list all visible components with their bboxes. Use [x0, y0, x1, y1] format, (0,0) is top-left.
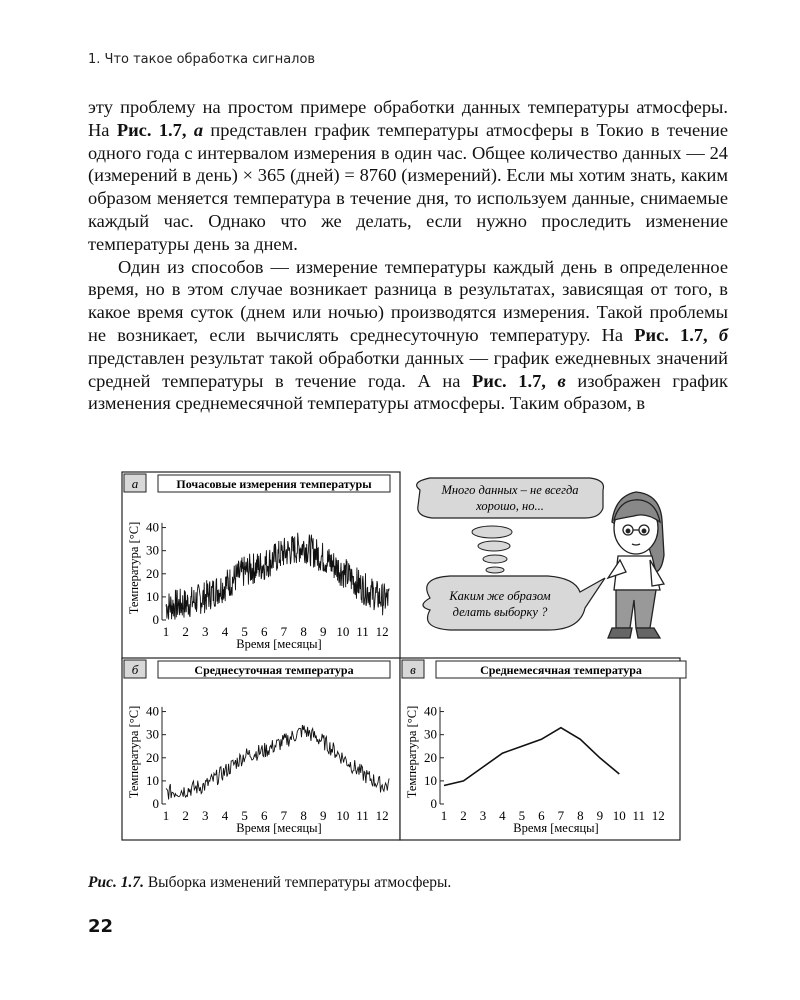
x-tick-label: 2 [182, 808, 189, 823]
x-tick-label: 5 [241, 808, 248, 823]
x-tick-label: 9 [596, 808, 604, 823]
x-tick-label: 3 [202, 624, 209, 639]
x-tick-label: 10 [336, 624, 350, 639]
figure-ref-3-letter: в [557, 370, 566, 391]
x-tick-label: 4 [499, 808, 506, 823]
x-tick-label: 2 [460, 808, 467, 823]
caption-text: Выборка изменений температуры атмосферы. [143, 874, 452, 891]
y-tick-label: 20 [424, 749, 437, 765]
x-tick-label: 3 [479, 808, 487, 823]
x-tick-label: 8 [300, 808, 307, 823]
x-tick-label: 1 [440, 808, 448, 823]
figure-1-7 [0, 460, 800, 860]
chart-panel-2 [122, 658, 400, 840]
x-tick-label: 9 [319, 624, 327, 639]
thought-bubble-line-1: Много данных – не всегда [441, 483, 579, 497]
figure-ref-2-letter: б [718, 324, 729, 345]
x-tick-label: 3 [202, 808, 209, 823]
y-tick-label: 10 [146, 772, 159, 788]
y-tick-label: 0 [152, 796, 159, 811]
panel-letter: б [131, 662, 139, 677]
figure-ref-2: Рис. 1.7, [634, 324, 708, 345]
x-tick-label: 9 [319, 808, 327, 823]
x-tick-label: 7 [557, 808, 565, 823]
figure-ref-1: Рис. 1.7, [116, 119, 187, 140]
panel-letter: в [410, 662, 416, 677]
chart-panel-1 [122, 472, 400, 660]
x-tick-label: 11 [356, 624, 369, 639]
chart-title: Почасовые измерения температуры [176, 477, 372, 491]
x-tick-label: 6 [538, 808, 545, 823]
thought-dot-2 [478, 541, 510, 551]
caption-label: Рис. 1.7. [88, 874, 144, 891]
y-tick-label: 40 [146, 519, 159, 535]
figure-ref-1-letter: а [193, 119, 204, 140]
figure-caption [88, 874, 451, 892]
cartoon-area [417, 478, 664, 638]
y-axis-label: Температура [°C] [405, 705, 419, 799]
thought-dot-3 [483, 555, 507, 563]
x-tick-label: 6 [261, 624, 268, 639]
y-tick-label: 30 [146, 542, 159, 558]
page-number: 22 [88, 916, 114, 937]
x-tick-label: 1 [162, 624, 170, 639]
x-tick-label: 12 [651, 808, 665, 823]
figure-ref-3: Рис. 1.7, [472, 370, 546, 391]
y-tick-label: 20 [146, 565, 159, 581]
panel-letter: а [131, 476, 139, 491]
y-tick-label: 30 [424, 726, 437, 742]
x-tick-label: 5 [241, 624, 248, 639]
x-tick-label: 5 [518, 808, 526, 823]
thought-dot-4 [486, 567, 504, 573]
paragraph-1-text-1: эту проблему на простом примере обработки данных температуры атмосферы. На [88, 97, 728, 140]
thought-bubble-line-2: хорошо, но... [476, 499, 544, 513]
y-tick-label: 30 [146, 726, 159, 742]
paragraph-2 [88, 256, 728, 416]
x-tick-label: 4 [221, 808, 229, 823]
y-tick-label: 40 [424, 703, 437, 719]
body-text [88, 96, 728, 415]
chart-title: Среднемесячная температура [480, 663, 642, 677]
chart-title: Среднесуточная температура [194, 663, 354, 677]
x-tick-label: 7 [280, 808, 288, 823]
speech-bubble-line-1: Каким же образом [449, 589, 551, 603]
y-tick-label: 0 [430, 796, 437, 811]
y-axis-label: Температура [°C] [127, 705, 141, 799]
thought-dot-1 [472, 526, 512, 538]
paragraph-1 [88, 96, 728, 256]
running-head: 1. Что такое обработка сигналов [88, 52, 316, 67]
x-tick-label: 10 [336, 808, 350, 823]
x-tick-label: 8 [577, 808, 584, 823]
chart-panel-3 [400, 658, 686, 840]
paragraph-2-text-3: изображен график изменения среднемесячной температуры атмосферы. Таким образом, в [88, 370, 728, 414]
x-tick-label: 11 [356, 808, 369, 823]
x-tick-label: 12 [375, 624, 389, 639]
y-tick-label: 10 [424, 772, 437, 788]
x-axis-label: Время [месяцы] [513, 821, 599, 835]
x-tick-label: 10 [612, 808, 626, 823]
x-tick-label: 4 [221, 624, 229, 639]
speech-bubble-line-2: делать выборку ? [452, 605, 548, 619]
y-axis-label: Температура [°C] [127, 521, 141, 615]
x-tick-label: 6 [261, 808, 268, 823]
x-axis-label: Время [месяцы] [236, 821, 322, 835]
x-tick-label: 2 [182, 624, 189, 639]
y-tick-label: 40 [146, 703, 159, 719]
paragraph-1-text-2: представлен график температуры атмосферы в Токио в течение одного года с интервалом измерения в один час. Общее количество данных — 24 (измерений в день) × 365 (дней) = 8760 (измерений). Если мы хотим знать, каким образом меняется температура в течение дня, то используем данные, снимаемые каждый час. Однако что же делать, если нужно проследить изменение температуры день за днем. [88, 119, 728, 254]
y-tick-label: 0 [152, 612, 159, 627]
paragraph-2-text-1: Один из способов — измерение температуры каждый день в определенное время, но в этом случае возникает разница в результатах, зависящая от того, в какое время суток (днем или ночью) производятся измерения. Такой проблемы не возникает, если вычислять среднесуточную температуру. На [88, 256, 728, 345]
x-axis-label: Время [месяцы] [236, 637, 322, 651]
y-tick-label: 10 [146, 588, 159, 604]
speech-bubble [423, 576, 605, 630]
x-tick-label: 8 [300, 624, 307, 639]
y-tick-label: 20 [146, 749, 159, 765]
x-tick-label: 7 [280, 624, 288, 639]
x-tick-label: 12 [375, 808, 389, 823]
x-tick-label: 11 [632, 808, 646, 823]
cartoon-girl-figure [608, 492, 664, 638]
paragraph-2-text-2: представлен результат такой обработки данных — график ежедневных значений средней температуры в течение года. А на [88, 347, 728, 391]
x-tick-label: 1 [162, 808, 170, 823]
